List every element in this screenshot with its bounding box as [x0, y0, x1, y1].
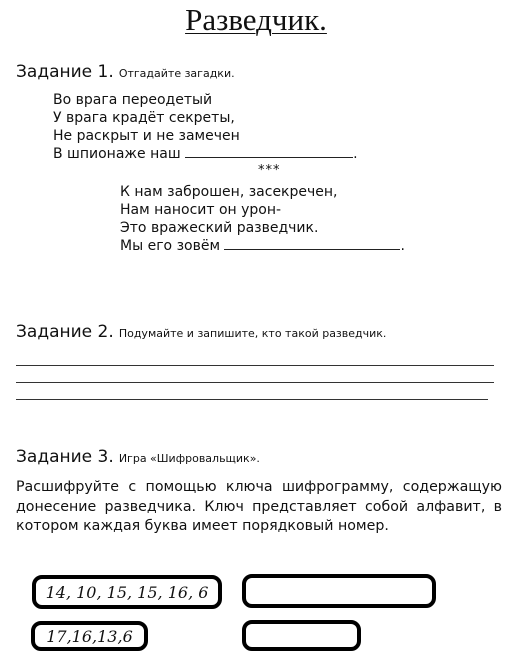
answer-blank-2[interactable]: [224, 237, 400, 250]
task3-description: Игра «Шифровальщик».: [118, 452, 260, 465]
writing-line[interactable]: [16, 365, 494, 366]
end-period: .: [353, 146, 358, 162]
task1-heading: [16, 62, 235, 82]
task3-number: Задание 3.: [16, 447, 114, 467]
riddle-2: [120, 183, 405, 255]
writing-line[interactable]: [16, 382, 494, 383]
riddle-1: [53, 91, 358, 163]
task2-description: Подумайте и запишите, кто такой разведчик.: [118, 327, 387, 340]
riddle-1-line: У врага крадёт секреты,: [53, 110, 235, 126]
riddle-separator: ***: [258, 163, 281, 178]
riddle-2-line: К нам заброшен, засекречен,: [120, 184, 338, 200]
riddle-2-line: Это вражеский разведчик.: [120, 220, 319, 236]
riddle-1-line: В шпионаже наш: [53, 146, 181, 162]
answer-box-1[interactable]: [242, 574, 436, 608]
task1-description: Отгадайте загадки.: [118, 67, 235, 80]
writing-line[interactable]: [16, 399, 488, 400]
end-period: .: [400, 238, 405, 254]
task2-number: Задание 2.: [16, 322, 114, 342]
riddle-2-line: Мы его зовём: [120, 238, 221, 254]
riddle-2-line-with-blank: [120, 237, 405, 255]
task3-instruction: Расшифруйте с помощью ключа шифрограмму, содержащую донесение разведчика. Ключ представляет собой алфавит, в котором каждая буква имеет порядковый номер.: [16, 479, 502, 534]
riddle-1-line: Не раскрыт и не замечен: [53, 128, 240, 144]
worksheet-title: Разведчик.: [185, 2, 327, 37]
riddle-2-line: Нам наносит он урон-: [120, 202, 282, 218]
cipher-code-1: 14, 10, 15, 15, 16, 6: [32, 575, 222, 609]
task1-number: Задание 1.: [16, 62, 114, 82]
cipher-code-2: 17,16,13,6: [31, 621, 148, 651]
riddle-1-line-with-blank: [53, 145, 358, 163]
answer-blank-1[interactable]: [185, 145, 353, 158]
answer-box-2[interactable]: [242, 620, 361, 651]
task2-heading: [16, 322, 386, 342]
task3-heading: [16, 447, 260, 467]
riddle-1-line: Во врага переодетый: [53, 92, 213, 108]
